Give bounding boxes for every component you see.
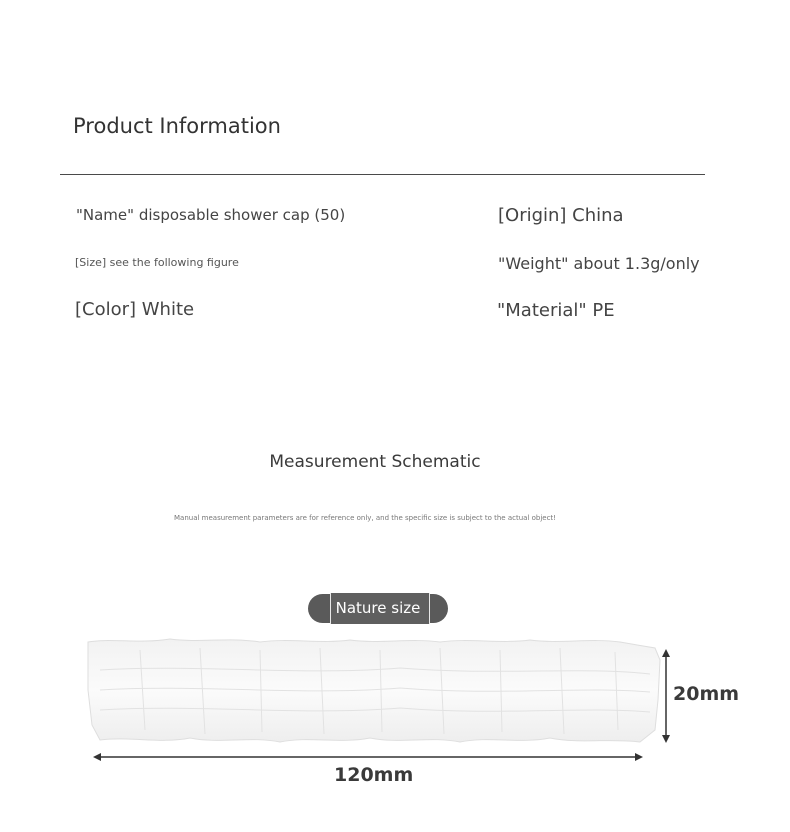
spec-origin: [Origin] China [498,205,624,226]
width-label: 120mm [334,764,414,786]
badge-label: Nature size [335,599,421,617]
nature-size-badge [308,594,448,623]
section-title: Product Information [73,114,281,138]
arrow-left-icon [93,753,101,761]
arrow-down-icon [662,735,670,743]
schematic-title: Measurement Schematic [269,452,481,472]
spec-color: [Color] White [75,299,195,320]
spec-weight: "Weight" about 1.3g/only [498,254,700,273]
spec-material: "Material" PE [497,300,615,321]
divider [60,174,705,175]
measurement-note: Manual measurement parameters are for reference only, and the specific size is subject to the actual object! [174,514,556,522]
height-label: 20mm [673,683,740,705]
spec-size: [Size] see the following figure [75,256,239,269]
arrow-up-icon [662,649,670,657]
spec-name: "Name" disposable shower cap (50) [76,206,346,224]
arrow-right-icon [635,753,643,761]
